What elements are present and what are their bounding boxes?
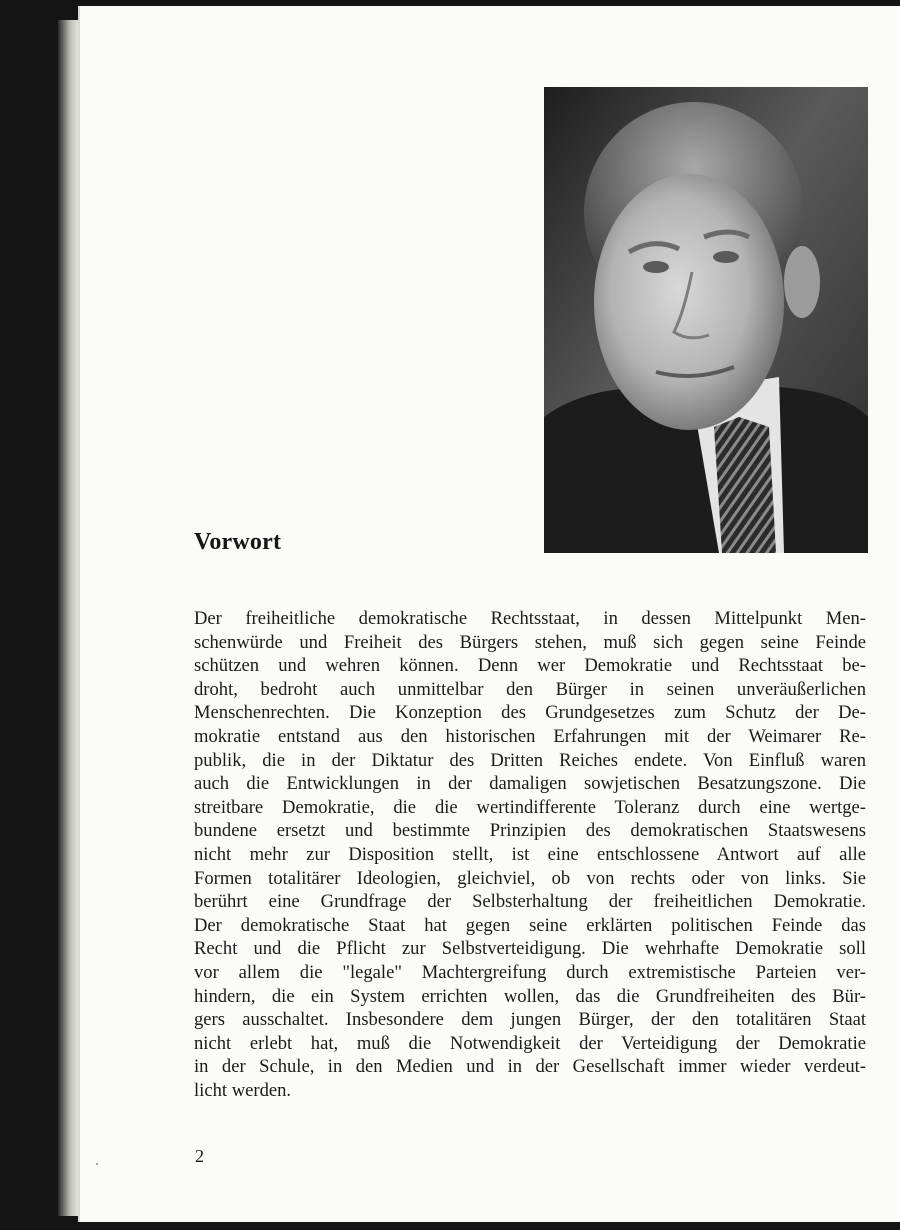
text-line: auch die Entwicklungen in der damaligen sowjetischen Besatzungszone. Die bbox=[194, 773, 866, 795]
text-line: licht werden. bbox=[194, 1079, 292, 1101]
text-line: in der Schule, in den Medien und in der Gesellschaft immer wieder verdeut- bbox=[194, 1056, 866, 1078]
text-line: schützen und wehren können. Denn wer Demokratie und Rechtsstaat be- bbox=[194, 655, 866, 677]
text-line: Recht und die Pflicht zur Selbstverteidigung. Die wehrhafte Demokratie soll bbox=[194, 938, 866, 960]
page-number: 2 bbox=[195, 1146, 204, 1166]
text-line: Der freiheitliche demokratische Rechtsstaat, in dessen Mittelpunkt Men- bbox=[194, 608, 866, 629]
page-heading: Vorwort bbox=[194, 529, 282, 555]
text-line: publik, die in der Diktatur des Dritten Reiches endete. Von Einfluß waren bbox=[194, 749, 866, 771]
text-line: droht, bedroht auch unmittelbar den Bürger in seinen unveräußerlichen bbox=[194, 678, 866, 700]
text-line: mokratie entstand aus den historischen Erfahrungen mit der Weimarer Re- bbox=[194, 725, 866, 747]
portrait-photo bbox=[544, 87, 868, 553]
dust-speck bbox=[96, 1163, 98, 1165]
page-edge-shadow bbox=[58, 20, 80, 1216]
text-line: Menschenrechten. Die Konzeption des Grundgesetzes zum Schutz der De- bbox=[194, 702, 866, 724]
text-line: schenwürde und Freiheit des Bürgers stehen, muß sich gegen seine Feinde bbox=[194, 631, 866, 653]
text-line: hindern, die ein System errichten wollen, das die Grundfreiheiten des Bür- bbox=[194, 985, 866, 1007]
text-line: streitbare Demokratie, die die wertindifferente Toleranz durch eine wertge- bbox=[194, 796, 866, 818]
text-line: bundene ersetzt und bestimmte Prinzipien des demokratischen Staatswesens bbox=[194, 820, 866, 842]
foreword-paragraph bbox=[194, 607, 866, 1102]
text-line: vor allem die "legale" Machtergreifung durch extremistische Parteien ver- bbox=[194, 961, 866, 983]
text-line: gers ausschaltet. Insbesondere dem jungen Bürger, der den totalitären Staat bbox=[194, 1009, 866, 1031]
text-line: nicht erlebt hat, muß die Notwendigkeit der Verteidigung der Demokratie bbox=[194, 1032, 866, 1054]
text-line: Formen totalitärer Ideologien, gleichviel, ob von rechts oder von links. Sie bbox=[194, 867, 866, 889]
text-line: nicht mehr zur Disposition stellt, ist eine entschlossene Antwort auf alle bbox=[194, 843, 866, 865]
text-line: Der demokratische Staat hat gegen seine erklärten politischen Feinde das bbox=[194, 914, 866, 936]
text-line: berührt eine Grundfrage der Selbsterhaltung der freiheitlichen Demokratie. bbox=[194, 891, 866, 913]
